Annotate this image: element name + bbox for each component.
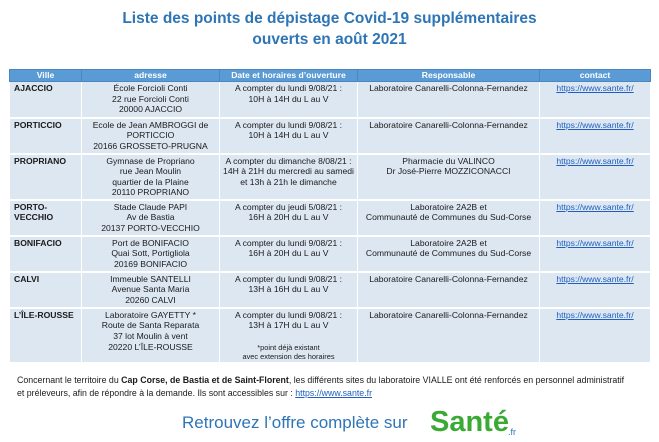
horaires-line: A compter du lundi 9/08/21 : bbox=[234, 237, 342, 248]
cell-adresse bbox=[82, 200, 220, 236]
table-row bbox=[10, 200, 651, 236]
table-row bbox=[10, 118, 651, 154]
responsable-line: Laboratoire Canarelli-Colonna-Fernandez bbox=[369, 83, 528, 93]
adresse-line: Route de Santa Reparata bbox=[101, 320, 200, 331]
header-responsable: Responsable bbox=[358, 70, 540, 82]
horaires-line: 13H à 16H du L au V bbox=[248, 284, 329, 295]
adresse-line: 20169 BONIFACIO bbox=[113, 259, 188, 270]
cell-responsable bbox=[358, 200, 540, 236]
contact-link[interactable]: https://www.sante.fr/ bbox=[556, 119, 634, 130]
cell-responsable bbox=[358, 118, 540, 154]
contact-link[interactable]: https://www.sante.fr/ bbox=[556, 309, 634, 320]
responsable-line: Laboratoire 2A2B et bbox=[410, 201, 487, 212]
horaires-line: A compter du dimanche 8/08/21 : bbox=[225, 155, 352, 166]
header-contact: contact bbox=[540, 70, 651, 82]
cell-ville: CALVI bbox=[10, 272, 82, 308]
cell-horaires bbox=[220, 200, 358, 236]
sante-logo[interactable] bbox=[428, 404, 528, 438]
adresse-line: 22 rue Forcioli Conti bbox=[112, 93, 189, 104]
header-ville: Ville bbox=[10, 70, 82, 82]
cell-adresse bbox=[82, 118, 220, 154]
responsable-line: Laboratoire Canarelli-Colonna-Fernandez bbox=[369, 273, 528, 284]
sante-logo-suffix: .fr bbox=[508, 427, 516, 437]
adresse-line: 20000 AJACCIO bbox=[118, 104, 183, 115]
table-row bbox=[10, 82, 651, 118]
page-title bbox=[0, 8, 659, 50]
responsable-line: Laboratoire 2A2B et bbox=[410, 237, 487, 248]
horaires-line: 16H à 20H du L au V bbox=[248, 248, 329, 259]
contact-link[interactable]: https://www.sante.fr/ bbox=[556, 273, 634, 284]
responsable-line: Communauté de Communes du Sud-Corse bbox=[365, 248, 532, 259]
adresse-line: Ecole de Jean AMBROGGI de bbox=[92, 119, 209, 130]
cell-responsable bbox=[358, 272, 540, 308]
adresse-line: 20220 L’ÎLE-ROUSSE bbox=[108, 341, 193, 352]
cell-ville: L’ÎLE-ROUSSE bbox=[10, 308, 82, 363]
header-horaires: Date et horaires d’ouverture bbox=[220, 70, 358, 82]
horaires-line: 10H à 14H du L au V bbox=[248, 130, 329, 141]
responsable-line: Laboratoire Canarelli-Colonna-Fernandez bbox=[369, 309, 528, 320]
adresse-line: Avenue Santa Maria bbox=[111, 284, 190, 295]
adresse-line: Immeuble SANTELLI bbox=[110, 273, 191, 284]
cell-horaires bbox=[220, 118, 358, 154]
horaires-line: 13H à 17H du L au V bbox=[248, 320, 329, 331]
adresse-line: Quai Sott, Portigliola bbox=[111, 248, 190, 259]
adresse-line: École Forcioli Conti bbox=[113, 83, 188, 93]
cell-responsable bbox=[358, 154, 540, 200]
horaires-line: A compter du jeudi 5/08/21 : bbox=[234, 201, 342, 212]
contact-link[interactable]: https://www.sante.fr/ bbox=[556, 83, 634, 93]
responsable-line: Dr José-Pierre MOZZICONACCI bbox=[386, 166, 511, 177]
cell-ville: PROPRIANO bbox=[10, 154, 82, 200]
table-header-row bbox=[10, 70, 651, 82]
cell-adresse bbox=[82, 272, 220, 308]
horaires-line: 16H à 20H du L au V bbox=[248, 212, 329, 223]
footer-text-2: , les différents sites du laboratoire VIALLE ont été renforcés en personnel administratif bbox=[288, 375, 625, 385]
contact-link[interactable]: https://www.sante.fr/ bbox=[556, 155, 634, 166]
cell-responsable bbox=[358, 82, 540, 118]
cell-responsable bbox=[358, 308, 540, 363]
testing-sites-table bbox=[9, 69, 651, 364]
cell-ville: AJACCIO bbox=[10, 82, 82, 118]
footer-notice bbox=[17, 374, 647, 400]
cell-ville: BONIFACIO bbox=[10, 236, 82, 272]
cell-contact bbox=[540, 82, 651, 118]
responsable-line: Communauté de Communes du Sud-Corse bbox=[365, 212, 532, 223]
horaires-line: A compter du lundi 9/08/21 : bbox=[234, 309, 342, 320]
footer-text-1: Concernant le territoire du bbox=[17, 375, 122, 385]
title-line-1: Liste des points de dépistage Covid-19 supplémentaires bbox=[122, 10, 537, 27]
cell-ville: PORTO-VECCHIO bbox=[10, 200, 82, 236]
footer-link[interactable]: https://www.sante.fr bbox=[295, 388, 372, 398]
responsable-line: Laboratoire Canarelli-Colonna-Fernandez bbox=[369, 119, 528, 130]
cell-horaires bbox=[220, 82, 358, 118]
footer-bold-territory: Cap Corse, de Bastia et de Saint-Florent bbox=[121, 375, 289, 385]
horaires-line: 10H à 14H du L au V bbox=[248, 93, 329, 104]
banner-text: Retrouvez l’offre complète sur bbox=[182, 413, 408, 432]
adresse-line: 37 lot Moulin à vent bbox=[113, 331, 188, 342]
cell-contact bbox=[540, 272, 651, 308]
table-row bbox=[10, 272, 651, 308]
horaires-line: A compter du lundi 9/08/21 : bbox=[234, 119, 342, 130]
cell-horaires bbox=[220, 236, 358, 272]
cell-adresse bbox=[82, 236, 220, 272]
note-line: avec extension des horaires bbox=[242, 352, 335, 362]
cell-contact bbox=[540, 118, 651, 154]
adresse-line: 20166 GROSSETO-PRUGNA bbox=[93, 140, 208, 151]
adresse-line: 20137 PORTO-VECCHIO bbox=[101, 223, 200, 234]
cell-adresse bbox=[82, 308, 220, 363]
adresse-line: PORTICCIO bbox=[126, 130, 175, 141]
cell-contact bbox=[540, 154, 651, 200]
horaires-line: A compter du lundi 9/08/21 : bbox=[234, 273, 342, 284]
horaires-line: A compter du lundi 9/08/21 : bbox=[234, 83, 342, 93]
cell-adresse bbox=[82, 154, 220, 200]
title-line-2: ouverts en août 2021 bbox=[252, 31, 407, 48]
cell-contact bbox=[540, 308, 651, 363]
horaires-note bbox=[222, 343, 355, 361]
adresse-line: Laboratoire GAYETTY * bbox=[105, 309, 196, 320]
adresse-line: 20260 CALVI bbox=[125, 295, 176, 306]
adresse-line: Gymnase de Propriano bbox=[106, 155, 195, 166]
horaires-line: et 13h à 21h le dimanche bbox=[240, 176, 337, 187]
table-row bbox=[10, 154, 651, 200]
cell-ville: PORTICCIO bbox=[10, 118, 82, 154]
horaires-line: 14H à 21H du mercredi au samedi bbox=[223, 166, 354, 177]
cell-responsable bbox=[358, 236, 540, 272]
adresse-line: Port de BONIFACIO bbox=[112, 237, 189, 248]
note-line: *point déjà existant bbox=[257, 343, 320, 353]
contact-link[interactable]: https://www.sante.fr/ bbox=[556, 237, 634, 248]
header-adresse: adresse bbox=[82, 70, 220, 82]
adresse-line: quartier de la Plaine bbox=[112, 176, 189, 187]
adresse-line: 20110 PROPRIANO bbox=[111, 187, 190, 198]
sante-logo-text: Santé bbox=[430, 406, 509, 438]
adresse-line: rue Jean Moulin bbox=[119, 166, 182, 177]
cell-horaires bbox=[220, 154, 358, 200]
table-row bbox=[10, 308, 651, 363]
adresse-line: Stade Claude PAPI bbox=[113, 201, 188, 212]
adresse-line: Av de Bastia bbox=[126, 212, 175, 223]
cell-contact bbox=[540, 200, 651, 236]
responsable-line: Pharmacie du VALINCO bbox=[402, 155, 495, 166]
sante-banner bbox=[140, 404, 560, 438]
cell-adresse bbox=[82, 82, 220, 118]
cell-horaires bbox=[220, 308, 358, 363]
cell-horaires bbox=[220, 272, 358, 308]
cell-contact bbox=[540, 236, 651, 272]
table-row bbox=[10, 236, 651, 272]
footer-text-3: et préleveurs, afin de répondre à la demande. Ils sont accessibles sur : bbox=[17, 388, 296, 398]
contact-link[interactable]: https://www.sante.fr/ bbox=[556, 201, 634, 212]
